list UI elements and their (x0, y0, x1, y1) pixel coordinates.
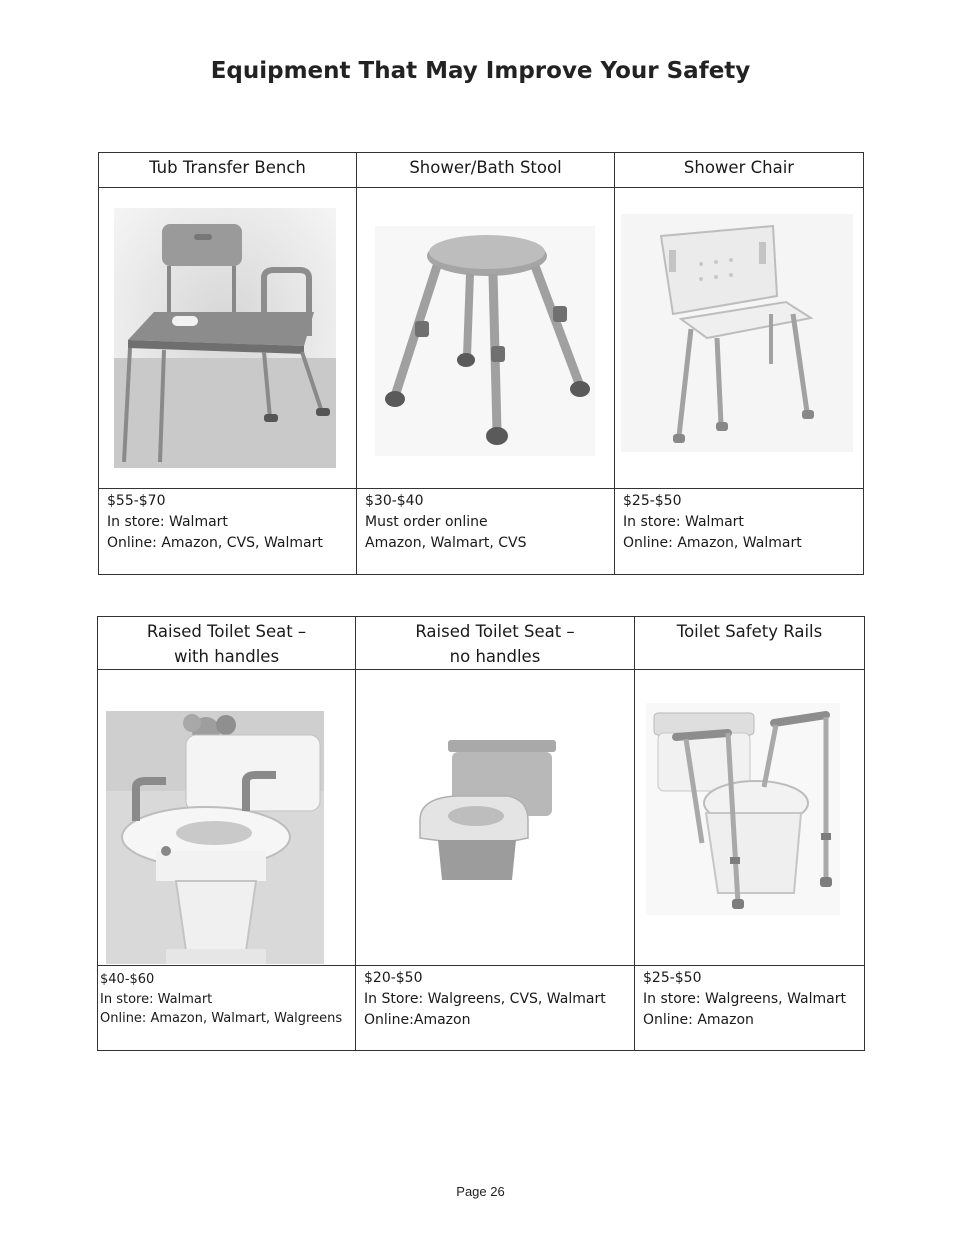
store-info: In store: Walmart (623, 514, 744, 530)
image-cell-tub-transfer-bench (99, 188, 357, 489)
online-info: Amazon, Walmart, CVS (365, 535, 527, 551)
online-info: Online:Amazon (364, 1012, 471, 1028)
price: $25-$50 (643, 970, 702, 986)
image-cell-toilet-safety-rails (635, 670, 865, 966)
details-raised-toilet-seat (356, 966, 635, 1051)
equipment-table-bath (98, 152, 864, 575)
image-cell-shower-chair (615, 188, 864, 489)
header-tub-transfer-bench: Tub Transfer Bench (99, 153, 357, 188)
image-cell-shower-bath-stool (357, 188, 615, 489)
price: $55-$70 (107, 493, 166, 509)
store-info: Must order online (365, 514, 488, 530)
image-cell-raised-toilet-seat-handles (98, 670, 356, 966)
online-info: Online: Amazon, CVS, Walmart (107, 535, 323, 551)
online-info: Online: Amazon, Walmart, Walgreens (100, 1011, 343, 1026)
toilet-safety-rails-photo (646, 703, 840, 915)
image-cell-raised-toilet-seat (356, 670, 635, 966)
bath-stool-photo (375, 226, 595, 456)
price: $30-$40 (365, 493, 424, 509)
header-raised-toilet-seat-no-handles: Raised Toilet Seat – no handles (356, 617, 635, 670)
tub-transfer-bench-photo (114, 208, 336, 468)
details-shower-chair (615, 489, 864, 575)
price: $20-$50 (364, 970, 423, 986)
price: $40-$60 (100, 972, 155, 987)
details-tub-transfer-bench (99, 489, 357, 575)
online-info: Online: Amazon, Walmart (623, 535, 802, 551)
equipment-table-toilet (97, 616, 865, 1051)
shower-chair-photo (621, 214, 853, 452)
store-info: In store: Walmart (100, 991, 213, 1007)
page-number: Page 26 (456, 1184, 505, 1199)
details-shower-bath-stool (357, 489, 615, 575)
store-info: In store: Walgreens, Walmart (643, 991, 846, 1007)
details-raised-toilet-seat-handles (98, 966, 356, 1051)
store-info: In Store: Walgreens, CVS, Walmart (364, 991, 606, 1007)
raised-toilet-seat-photo (416, 740, 558, 880)
raised-toilet-seat-handles-photo (106, 711, 324, 964)
page-title: Equipment That May Improve Your Safety (210, 58, 751, 84)
header-shower-bath-stool: Shower/Bath Stool (357, 153, 615, 188)
header-toilet-safety-rails: Toilet Safety Rails (635, 617, 865, 670)
header-raised-toilet-seat-handles: Raised Toilet Seat – with handles (98, 617, 356, 670)
price: $25-$50 (623, 493, 682, 509)
header-shower-chair: Shower Chair (615, 153, 864, 188)
store-info: In store: Walmart (107, 514, 228, 530)
details-toilet-safety-rails (635, 966, 865, 1051)
online-info: Online: Amazon (643, 1012, 754, 1028)
